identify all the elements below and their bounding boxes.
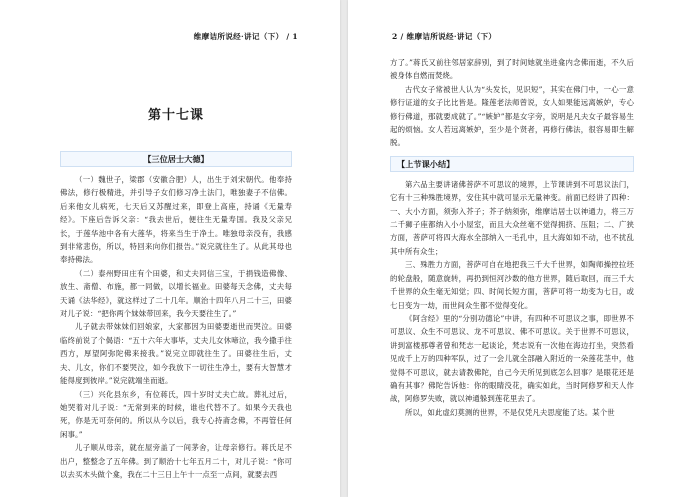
paragraph: 儿子就去带妹妹们回娘家，大家都因为田婆要逝世而哭泣。田婆临终前说了个偈语：“五十六年大事毕，丈夫儿女休啼泣，我今撒手往西方，厚望阿弥陀佛来接我。”说完立即就往生了。田婆往生后，丈夫、儿女，你们不要哭泣，如今我放下一切往生净土，要有大智慧才能得度到彼岸。”说完就端坐而逝。	[60, 322, 292, 386]
page-content	[60, 56, 292, 481]
section-heading: 【上节课小结】	[390, 156, 634, 172]
chapter-title: 第十七课	[147, 108, 204, 123]
left-page	[0, 0, 340, 497]
paragraph: 儿子顺从母亲，就在屋旁盖了一间茅舍，让母亲修行。蒋氏足不出户，整整念了五年佛。到了顺治十七年五月二十，对儿子说：“你可以去买木头做个龛，我在二十三日上午十一点至一点间，就要去西	[60, 443, 292, 479]
paragraph: （二）泰州野田庄有个田婆，和丈夫同信三宝，于捐钱造佛像、放生、斋僧、布施，都一同做，以增长福业。田婆每天念佛，丈夫每天诵《法华经》，就这样过了二十几年。顺治十四年八月二十三，田婆对儿子说：“把你两个妹妹带回来，我今天要往生了。”	[60, 268, 292, 319]
page-header: 维摩诘所说经·讲记（下） / 1	[193, 32, 298, 41]
section-heading: 【三位居士大德】	[60, 151, 292, 167]
paragraph: 第六品主要讲诸佛菩萨不可思议的境界，上节课讲到不可思议法门，它有十三种殊胜境界，安住其中就可显示无量神变。前面已经讲了四种：一、大小方面，须弥入芥子；芥子纳须弥，维摩诘居士以神通力，将三万二千狮子座都纳入小小屋室，而且大众丝毫不觉得拥挤、压阻；二、广狭方面，菩萨可将四大海水全部纳入一毛孔中，且大海如如不动，也不扰乱其中所有众生；	[390, 179, 634, 256]
right-page	[348, 0, 690, 497]
paragraph: 三、殊胜力方面，菩萨可自在地把我三千大千世界，如陶师操控拉坯的轮盘般，随意旋转，再扔到恒河沙数的他方世界，随后取回，而三千大千世界的众生毫无知觉；四、时间长短方面，菩萨可将一劫变为七日，或七日变为一劫，而世间众生都不觉得变化。	[390, 260, 634, 310]
paragraph: 方了。”蒋氏又前往邻居家辞别，到了时间她就坐进龛内念佛而逝，不久后被身体自燃而焚烧。	[390, 58, 634, 81]
paragraph: （三）兴化县东乡，有位蒋氏，四十岁时丈夫亡故。葬礼过后，她哭着对儿子说：“无常到来的时候，谁也代替不了。如果今天我也死，你是无可奈何的。所以从今以后，我专心持斋念佛，不再管任何闲事。”	[60, 389, 292, 439]
paragraph: 所以，如此虚幻莫测的世界，不是仅凭凡夫思度能了达。某个世	[405, 407, 615, 417]
page-header: 2 / 维摩诘所说经·讲记（下）	[392, 32, 497, 41]
paragraph: 《阿含经》里的“分别功德论”中讲，有四种不可思议之事，即世界不可思议、众生不可思议、龙不可思议、佛不可思议。关于世界不可思议，讲到富楼那尊者曾和梵志一起谈论，梵志说有一次他在海边打坐，突然看见成千上万的四种军队，过了一会儿就全部融入附近的一朵莲花茎中，他觉得不可思议，就去请教佛陀，自己今天所见到底怎么回事？是眼花还是确有其事？佛陀告诉他：你的眼睛没花，确实如此，当时阿修罗和天人作战，阿修罗失败，就以神通躲到莲花里去了。	[390, 313, 634, 404]
page-content	[390, 56, 634, 419]
paragraph: 古代女子常被世人认为“头发长，见识短”，其实在佛门中，一心一意修行证道的女子比比皆是。隆莲老法师曾说，女人如果能远离嫉妒，专心修行佛道，那就要成就了。”“嫉妒”都是女字旁，说明是凡夫女子最容易生起的烦恼。女人若远离嫉妒，至少是个贤者，再修行佛法，很容易即生解脱。	[390, 84, 634, 148]
paragraph: （一）魏世子，梁郡（安徽合肥）人，出生于刘宋朝代。他奉持佛法，修行极精进，并引导子女们修习净土法门，唯独妻子不信佛。后来他女儿病死，七天后又苏醒过来，即登上高座，持诵《无量寿经》。下座后告诉父亲：“我去世后，便往生无量寿国。我及父亲兄长，于莲华池中各有大莲华，将来当生于净土。唯独母亲没有，我感到非常悲伤，所以，特回来向你们报告。”说完就往生了。从此其母也奉持佛法。	[60, 175, 292, 265]
